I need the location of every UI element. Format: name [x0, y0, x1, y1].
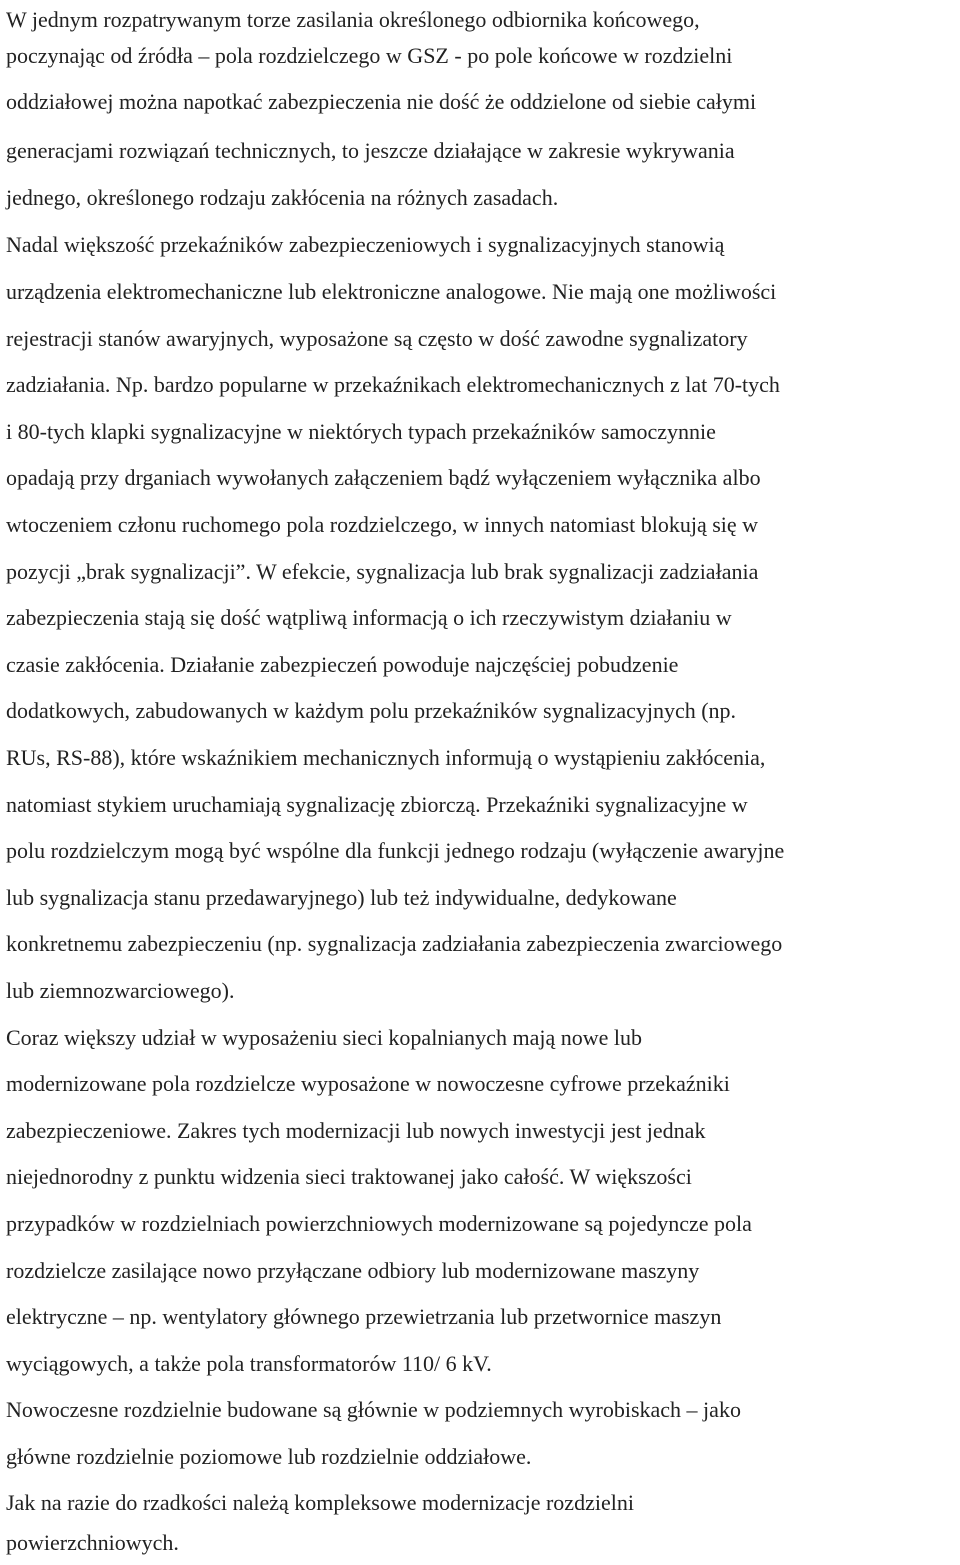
- text-line: generacjami rozwiązań technicznych, to jeszcze działające w zakresie wykrywania: [6, 138, 735, 163]
- text-line: lub sygnalizacja stanu przedawaryjnego) lub też indywidualne, dedykowane: [6, 885, 677, 910]
- text-line: elektryczne – np. wentylatory głównego przewietrzania lub przetwornice maszyn: [6, 1304, 722, 1329]
- text-line: dodatkowych, zabudowanych w każdym polu przekaźników sygnalizacyjnych (np.: [6, 698, 737, 723]
- text-line: zadziałania. Np. bardzo popularne w przekaźnikach elektromechanicznych z lat 70-tych: [6, 372, 780, 397]
- text-line: konkretnemu zabezpieczeniu (np. sygnalizacja zadziałania zabezpieczenia zwarciowego: [6, 931, 783, 956]
- text-line: lub ziemnozwarciowego).: [6, 978, 235, 1003]
- text-line: Coraz większy udział w wyposażeniu sieci kopalnianych mają nowe lub: [6, 1025, 642, 1050]
- text-line: poczynając od źródła – pola rozdzielczego w GSZ - po pole końcowe w rozdzielni: [6, 43, 733, 68]
- text-line: jednego, określonego rodzaju zakłócenia na różnych zasadach.: [6, 185, 559, 210]
- text-line: główne rozdzielnie poziomowe lub rozdzielnie oddziałowe.: [6, 1444, 532, 1469]
- text-line: czasie zakłócenia. Działanie zabezpieczeń powoduje najczęściej pobudzenie: [6, 652, 679, 677]
- text-line: pozycji „brak sygnalizacji”. W efekcie, sygnalizacja lub brak sygnalizacji zadziałania: [6, 559, 759, 584]
- text-line: niejednorodny z punktu widzenia sieci traktowanej jako całość. W większości: [6, 1164, 692, 1189]
- text-line: polu rozdzielczym mogą być wspólne dla funkcji jednego rodzaju (wyłączenie awaryjne: [6, 838, 785, 863]
- text-line: Jak na razie do rzadkości należą kompleksowe modernizacje rozdzielni: [6, 1490, 634, 1515]
- text-line: i 80-tych klapki sygnalizacyjne w niektórych typach przekaźników samoczynnie: [6, 419, 716, 444]
- text-line: wyciągowych, a także pola transformatorów 110/ 6 kV.: [6, 1351, 492, 1376]
- text-line: urządzenia elektromechaniczne lub elektroniczne analogowe. Nie mają one możliwości: [6, 279, 777, 304]
- text-line: zabezpieczenia stają się dość wątpliwą informacją o ich rzeczywistym działaniu w: [6, 605, 732, 630]
- text-line: przypadków w rozdzielniach powierzchniowych modernizowane są pojedyncze pola: [6, 1211, 752, 1236]
- text-line: Nowoczesne rozdzielnie budowane są głównie w podziemnych wyrobiskach – jako: [6, 1397, 741, 1422]
- text-line: Nadal większość przekaźników zabezpieczeniowych i sygnalizacyjnych stanowią: [6, 232, 725, 257]
- text-line: wtoczeniem członu ruchomego pola rozdzielczego, w innych natomiast blokują się w: [6, 512, 759, 537]
- text-line: opadają przy drganiach wywołanych załączeniem bądź wyłączeniem wyłącznika albo: [6, 465, 761, 490]
- text-line: oddziałowej można napotkać zabezpieczenia nie dość że oddzielone od siebie całymi: [6, 89, 757, 114]
- text-line: modernizowane pola rozdzielcze wyposażone w nowoczesne cyfrowe przekaźniki: [6, 1071, 730, 1096]
- text-line: powierzchniowych.: [6, 1530, 179, 1555]
- text-line: rozdzielcze zasilające nowo przyłączane odbiory lub modernizowane maszyny: [6, 1258, 700, 1283]
- text-line: rejestracji stanów awaryjnych, wyposażone są często w dość zawodne sygnalizatory: [6, 326, 748, 351]
- text-line: zabezpieczeniowe. Zakres tych modernizacji lub nowych inwestycji jest jednak: [6, 1118, 706, 1143]
- text-line: W jednym rozpatrywanym torze zasilania określonego odbiornika końcowego,: [6, 7, 700, 32]
- text-line: RUs, RS-88), które wskaźnikiem mechanicznych informują o wystąpieniu zakłócenia,: [6, 745, 766, 770]
- text-line: natomiast stykiem uruchamiają sygnalizację zbiorczą. Przekaźniki sygnalizacyjne w: [6, 792, 748, 817]
